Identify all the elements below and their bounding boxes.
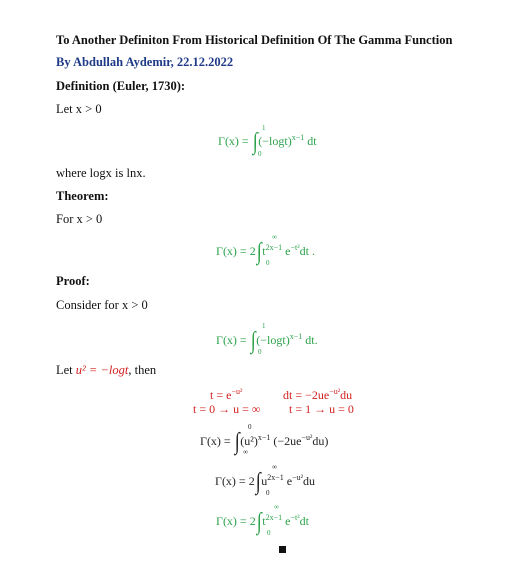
sub-dt-exponent: −u² [329, 387, 341, 396]
formula-lhs: Γ(x) = [200, 433, 234, 448]
formula-differential: dt . [299, 243, 315, 258]
sub-t-exponent: −u² [231, 387, 243, 396]
proof-heading: Proof: [56, 274, 90, 288]
proof-step-1 [200, 430, 328, 454]
document-title: To Another Definiton From Historical Definition Of The Gamma Function [56, 33, 453, 47]
let-prefix: Let [56, 363, 76, 377]
lower-limit: 0 [258, 348, 262, 356]
formula-e: e [282, 243, 291, 258]
formula-lhs: Γ(x) = 2 [216, 243, 256, 258]
upper-limit: ∞ [272, 233, 277, 241]
integral-sign: ∫ [256, 509, 262, 535]
lower-limit: 0 [258, 150, 262, 158]
formula-e-exponent: −t² [290, 512, 300, 522]
formula-differential: dt. [302, 332, 318, 347]
formula-t: t [262, 243, 266, 258]
formula-differential: dt [299, 513, 309, 528]
qed-symbol [279, 546, 286, 553]
formula-integrand: (−logt) [256, 332, 290, 347]
upper-limit: ∞ [272, 463, 277, 471]
formula-b-exponent: −u² [301, 432, 313, 442]
formula-lhs: Γ(x) = [216, 332, 250, 347]
substitution-expression: u² = −logt [75, 363, 129, 377]
formula-c: du) [312, 433, 329, 448]
lower-limit: ∞ [243, 448, 248, 456]
formula-integrand: (−logt) [258, 133, 292, 148]
definition-let-text: Let x > 0 [56, 102, 102, 116]
upper-limit: 1 [262, 124, 266, 132]
formula-t-exponent: 2x−1 [265, 242, 283, 252]
formula-u-exponent: 2x−1 [267, 472, 284, 482]
upper-limit: ∞ [274, 503, 279, 511]
limit-change-1: t = 0 → u = ∞ [193, 402, 261, 416]
formula-e: e [283, 473, 293, 488]
formula-t-exponent: 2x−1 [265, 512, 283, 522]
theorem-heading: Theorem: [56, 189, 109, 203]
lower-limit: 0 [266, 259, 270, 267]
let-suffix: , then [128, 363, 157, 377]
formula-u: u [261, 473, 268, 488]
sub-t-text: t = e [210, 388, 232, 402]
formula-b: (−2ue [270, 433, 302, 448]
substitution-sentence [56, 362, 156, 378]
definition-formula [218, 130, 317, 154]
formula-lhs: Γ(x) = 2 [215, 473, 255, 488]
lower-limit: 0 [267, 529, 271, 537]
proof-consider-text: Consider for x > 0 [56, 298, 148, 312]
author-byline: By Abdullah Aydemir, 22.12.2022 [56, 55, 234, 69]
integral-sign: ∫ [252, 129, 258, 155]
formula-e-exponent: −t² [290, 242, 300, 252]
formula-differential: dt [304, 133, 317, 148]
formula-exponent: x−1 [291, 132, 305, 142]
formula-lhs: Γ(x) = [218, 133, 252, 148]
upper-limit: 1 [262, 322, 266, 330]
upper-limit: 0 [248, 423, 252, 431]
integral-sign: ∫ [234, 429, 240, 455]
formula-a-exponent: x−1 [257, 432, 271, 442]
lower-limit: 0 [266, 489, 270, 497]
theorem-for-text: For x > 0 [56, 212, 103, 226]
integral-sign: ∫ [256, 239, 262, 265]
integral-sign: ∫ [255, 469, 261, 495]
definition-heading: Definition (Euler, 1730): [56, 79, 186, 93]
formula-differential: du [303, 473, 316, 488]
sub-dt-tail: du [340, 388, 353, 402]
formula-t: t [262, 513, 266, 528]
limit-change-2: t = 1 → u = 0 [289, 402, 354, 416]
formula-e: e [282, 513, 291, 528]
definition-where-text: where logx is lnx. [56, 166, 146, 180]
proof-step-3 [216, 510, 309, 534]
formula-exponent: x−1 [289, 331, 303, 341]
formula-e-exponent: −u² [292, 472, 304, 482]
sub-dt-text: dt = −2ue [283, 388, 330, 402]
proof-formula-1 [216, 329, 318, 353]
formula-a: (u²) [240, 433, 258, 448]
integral-sign: ∫ [250, 328, 256, 354]
formula-lhs: Γ(x) = 2 [216, 513, 256, 528]
